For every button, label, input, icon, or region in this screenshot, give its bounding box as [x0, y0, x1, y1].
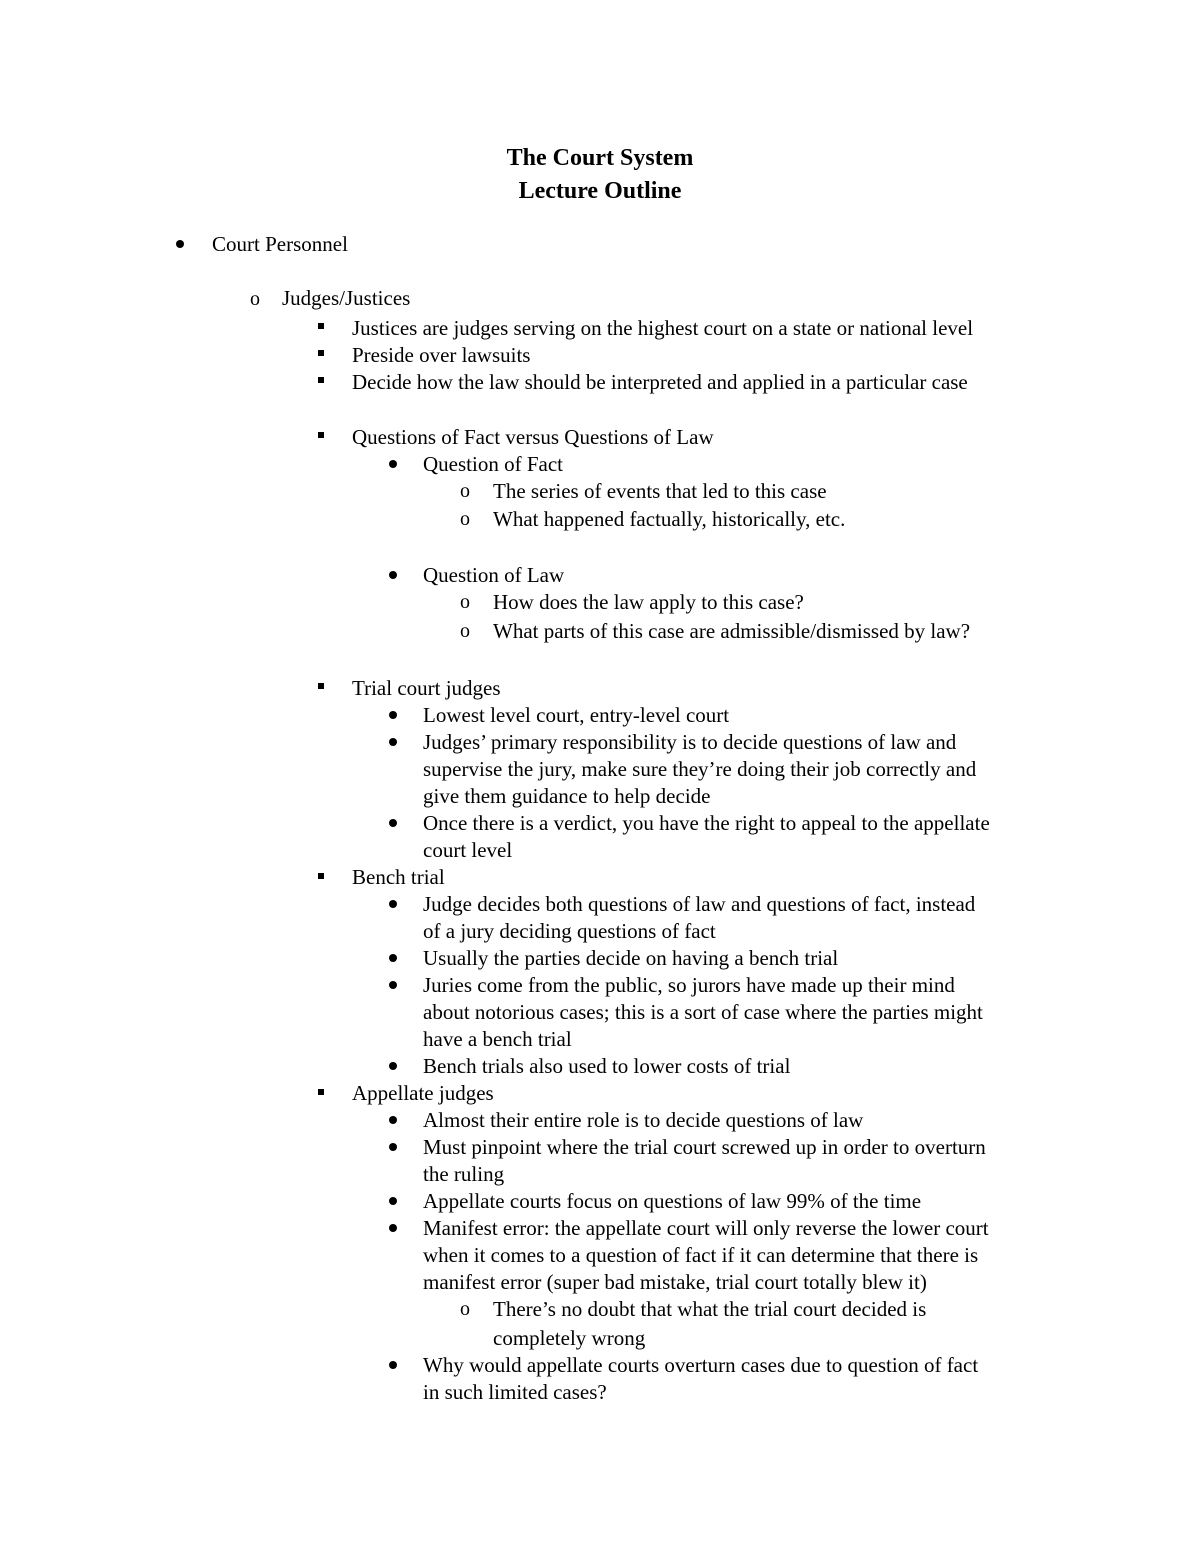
outline-item-l5: How does the law apply to this case? — [493, 590, 804, 614]
outline-item-l5-cont: completely wrong — [493, 1326, 646, 1350]
document-subtitle: Lecture Outline — [518, 178, 682, 204]
bullet-square-icon — [318, 377, 324, 383]
bullet-disc-icon — [389, 954, 397, 962]
bullet-disc-icon — [389, 1197, 397, 1205]
outline-item-l4: Once there is a verdict, you have the right to appeal to the appellate — [423, 811, 990, 835]
outline-item-l3: Decide how the law should be interpreted and applied in a particular case — [352, 370, 968, 394]
outline-item-l4-cont: the ruling — [423, 1162, 505, 1186]
bullet-disc-icon — [389, 1116, 397, 1124]
bullet-square-icon — [318, 350, 324, 356]
outline-item-l4: Usually the parties decide on having a bench trial — [423, 946, 839, 970]
bullet-circle-icon: o — [460, 591, 470, 613]
bullet-disc-icon — [389, 1143, 397, 1151]
outline-item-l4-cont: court level — [423, 838, 513, 862]
outline-item-l4: Must pinpoint where the trial court screwed up in order to overturn — [423, 1135, 986, 1159]
outline-item-l4: Lowest level court, entry-level court — [423, 703, 730, 727]
bullet-circle-icon: o — [250, 288, 260, 310]
outline-item-l4-cont: manifest error (super bad mistake, trial court totally blew it) — [423, 1270, 927, 1294]
outline-item-l5: What parts of this case are admissible/dismissed by law? — [493, 619, 971, 643]
outline-item-l4: Almost their entire role is to decide questions of law — [423, 1108, 864, 1132]
outline-item-l4-cont: about notorious cases; this is a sort of case where the parties might — [423, 1000, 983, 1024]
outline-item-l2: Judges/Justices — [282, 286, 411, 310]
outline-item-l4: Why would appellate courts overturn cases due to question of fact — [423, 1353, 979, 1377]
bullet-disc-icon — [389, 711, 397, 719]
outline-item-l4-cont: of a jury deciding questions of fact — [423, 919, 716, 943]
outline-item-l4: Question of Law — [423, 563, 565, 587]
bullet-disc-icon — [389, 460, 397, 468]
outline-item-l5: There’s no doubt that what the trial court decided is — [493, 1297, 927, 1321]
bullet-disc-icon — [176, 240, 184, 248]
bullet-square-icon — [318, 323, 324, 329]
outline-item-l3: Questions of Fact versus Questions of Law — [352, 425, 714, 449]
outline-item-l4: Question of Fact — [423, 452, 563, 476]
outline-item-l4: Judge decides both questions of law and questions of fact, instead — [423, 892, 976, 916]
bullet-circle-icon: o — [460, 620, 470, 642]
bullet-disc-icon — [389, 819, 397, 827]
outline-item-l3: Appellate judges — [352, 1081, 494, 1105]
outline-item-l3: Trial court judges — [352, 676, 501, 700]
bullet-disc-icon — [389, 1224, 397, 1232]
bullet-square-icon — [318, 432, 324, 438]
bullet-square-icon — [318, 873, 324, 879]
outline-item-l3: Justices are judges serving on the highest court on a state or national level — [352, 316, 974, 340]
bullet-circle-icon: o — [460, 480, 470, 502]
bullet-disc-icon — [389, 1361, 397, 1369]
bullet-disc-icon — [389, 571, 397, 579]
bullet-disc-icon — [389, 1062, 397, 1070]
bullet-circle-icon: o — [460, 508, 470, 530]
bullet-square-icon — [318, 683, 324, 689]
outline-item-l4: Appellate courts focus on questions of law 99% of the time — [423, 1189, 922, 1213]
outline-item-l4-cont: in such limited cases? — [423, 1380, 607, 1404]
outline-item-l4-cont: have a bench trial — [423, 1027, 572, 1051]
bullet-square-icon — [318, 1089, 324, 1095]
outline-item-l4-cont: when it comes to a question of fact if it can determine that there is — [423, 1243, 979, 1267]
bullet-disc-icon — [389, 900, 397, 908]
outline-item-l4-cont: give them guidance to help decide — [423, 784, 711, 808]
outline-item-l5: What happened factually, historically, etc. — [493, 507, 846, 531]
outline-item-l4: Juries come from the public, so jurors have made up their mind — [423, 973, 955, 997]
outline-item-l5: The series of events that led to this case — [493, 479, 827, 503]
document-title: The Court System — [506, 145, 694, 171]
outline-item-l4-cont: supervise the jury, make sure they’re doing their job correctly and — [423, 757, 977, 781]
outline-item-l1: Court Personnel — [212, 232, 348, 256]
bullet-disc-icon — [389, 738, 397, 746]
outline-item-l4: Bench trials also used to lower costs of trial — [423, 1054, 791, 1078]
outline-item-l4: Judges’ primary responsibility is to decide questions of law and — [423, 730, 957, 754]
bullet-disc-icon — [389, 981, 397, 989]
outline-item-l3: Preside over lawsuits — [352, 343, 531, 367]
bullet-circle-icon: o — [460, 1298, 470, 1320]
outline-item-l3: Bench trial — [352, 865, 445, 889]
outline-item-l4: Manifest error: the appellate court will only reverse the lower court — [423, 1216, 989, 1240]
